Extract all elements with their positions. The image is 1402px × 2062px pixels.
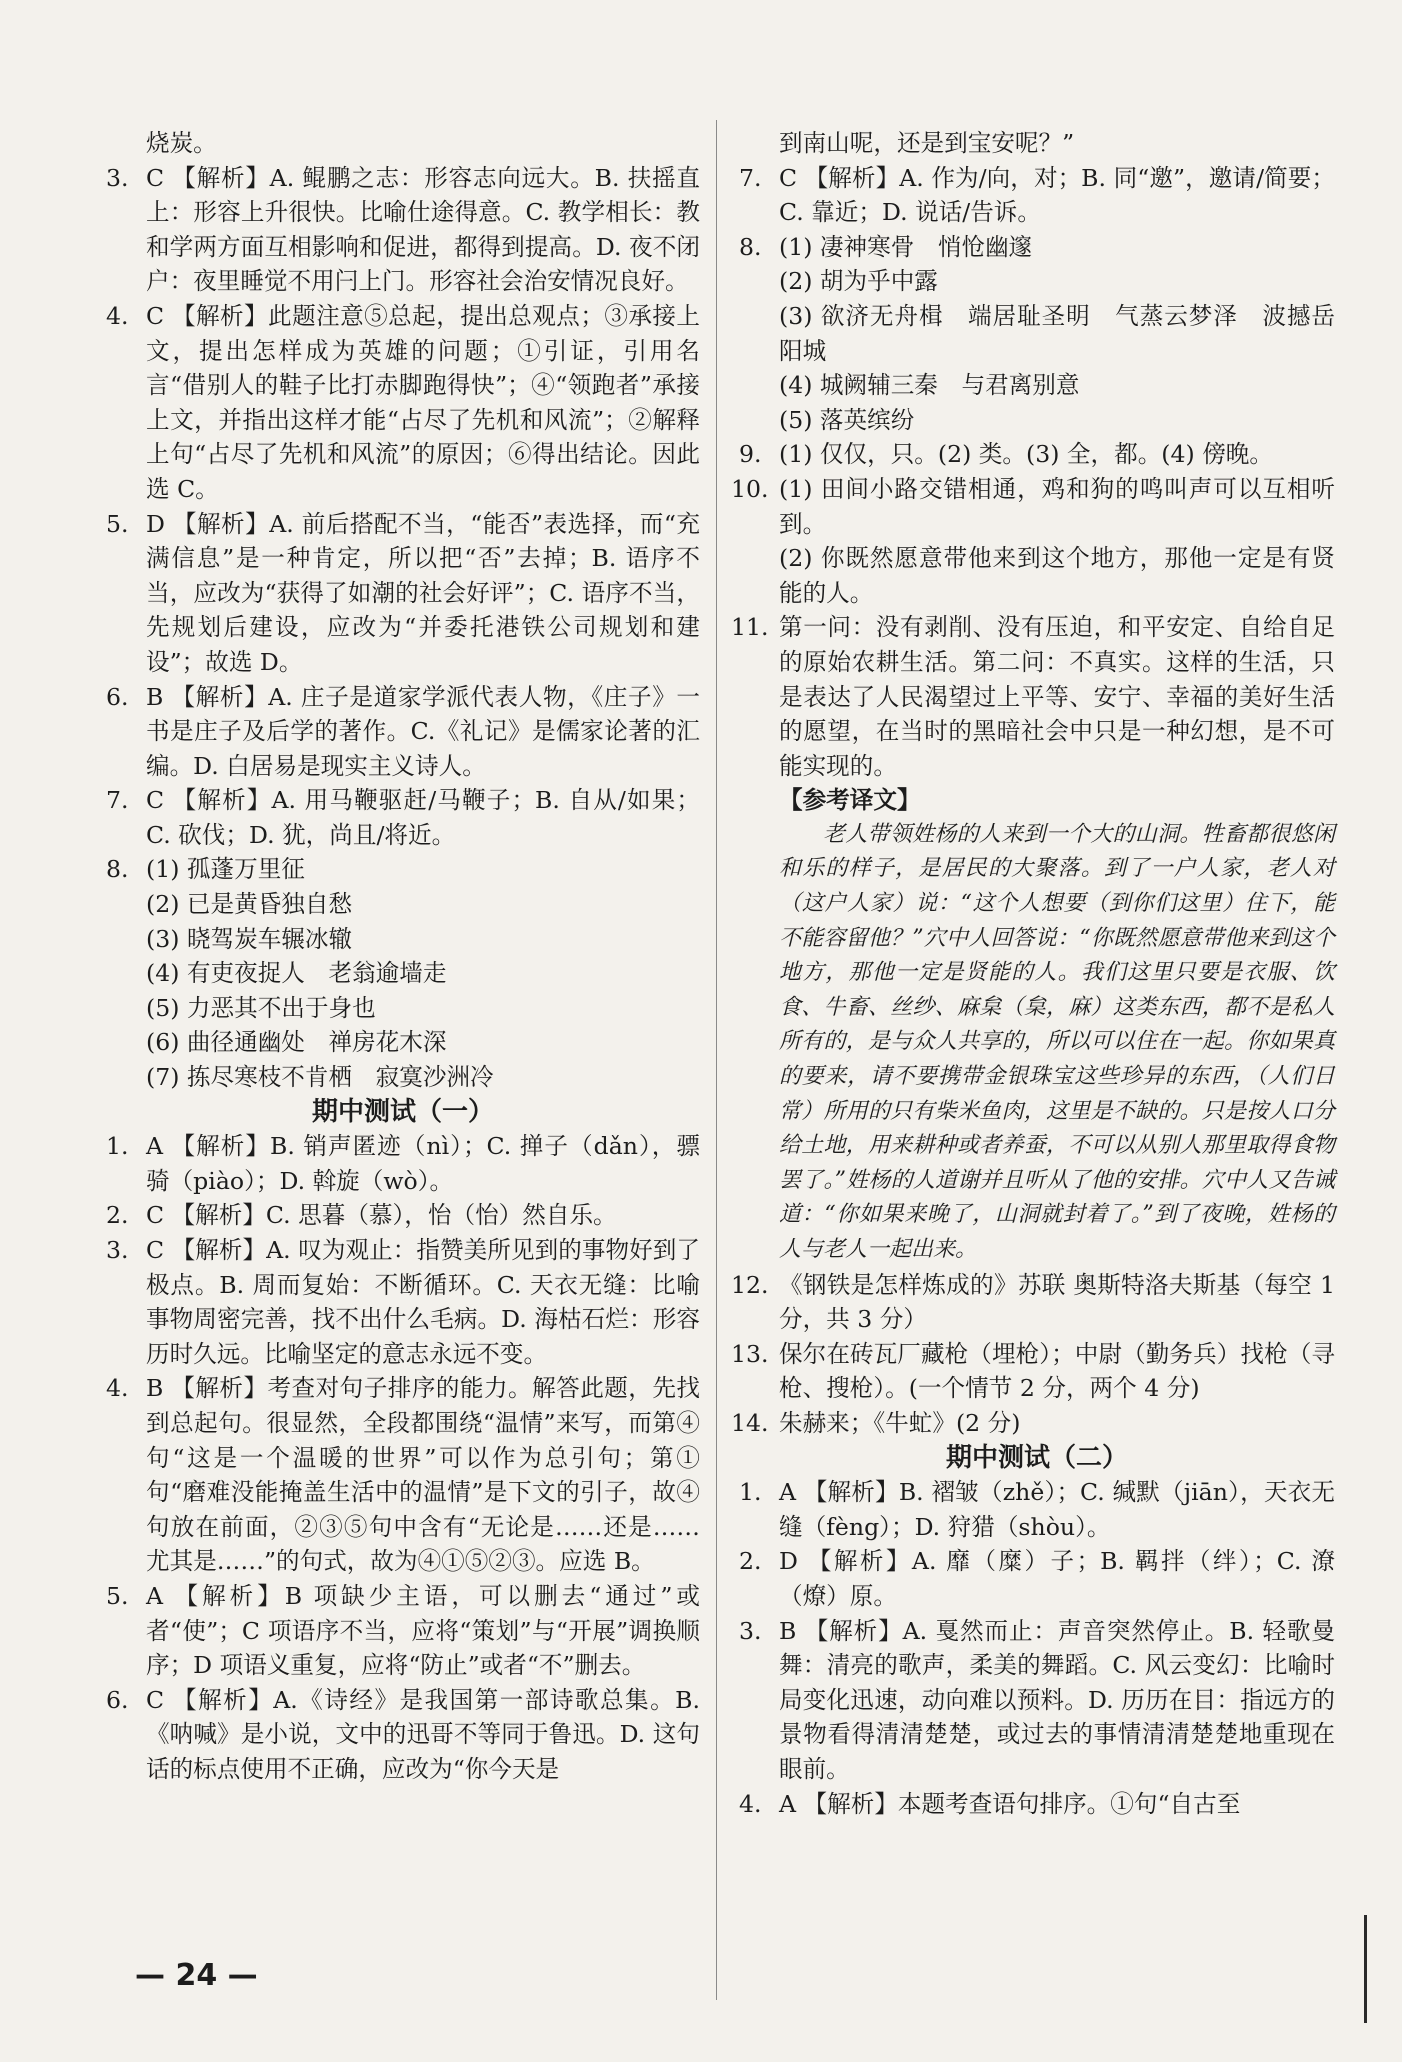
item-number: 8. (106, 855, 129, 884)
right-column (731, 126, 1335, 1821)
item-text: B 【解析】A. 庄子是道家学派代表人物，《庄子》一书是庄子及后学的著作。C.《礼记》是儒家论著的汇编。D. 白居易是现实主义诗人。 (146, 682, 700, 780)
item-text: 朱赫来；《牛虻》(2 分) (779, 1408, 1021, 1437)
item-text: B 【解析】A. 戛然而止：声音突然停止。B. 轻歌曼舞：清亮的歌声，柔美的舞蹈。C. 风云变幻：比喻时局变化迅速，动向难以预料。D. 历历在目：指远方的景物看得清清楚楚，或过去的事情清清楚楚地重现在眼前。 (779, 1616, 1335, 1783)
item-number: 13. (731, 1339, 769, 1368)
answer-line: (4) 城阙辅三秦 与君离别意 (779, 371, 1080, 400)
item-text: A 【解析】B 项缺少主语，可以删去“通过”或者“使”；C 项语序不当，应将“策划”与“开展”调换顺序；D 项语义重复，应将“防止”或者“不”删去。 (146, 1581, 700, 1680)
answer-line: (2) 你既然愿意带他来到这个地方，那他一定是有贤能的人。 (779, 544, 1335, 607)
answer-item (106, 1129, 700, 1198)
answer-line: (2) 已是黄昏独自愁 (146, 890, 353, 919)
item-number: 3. (739, 1616, 762, 1645)
item-number: 1. (106, 1132, 129, 1161)
item-number: 2. (106, 1201, 129, 1230)
answer-item (731, 1337, 1335, 1406)
item-number: 2. (739, 1547, 762, 1576)
answer-line: (6) 曲径通幽处 禅房花木深 (146, 1028, 447, 1057)
item-text: C 【解析】A.《诗经》是我国第一部诗歌总集。B.《呐喊》是小说，文中的迅哥不等同于鲁迅。D. 这句话的标点使用不正确，应改为“你今天是 (146, 1685, 700, 1783)
reference-translation-title: 【参考译文】 (779, 786, 921, 815)
item-number: 8. (739, 232, 762, 261)
answer-item (106, 1371, 700, 1579)
item-number: 4. (106, 301, 129, 330)
answer-line: (5) 力恶其不出于身也 (146, 993, 376, 1022)
continued-text: 烧炭。 (146, 129, 217, 157)
item-text: D 【解析】A. 靡（糜）子；B. 羁拌（绊）；C. 潦（燎）原。 (779, 1547, 1335, 1610)
item-number: 4. (739, 1789, 762, 1818)
section-title-midterm-1: 期中测试（一） (311, 1096, 494, 1127)
item-text: C 【解析】C. 思暮（慕），怡（怡）然自乐。 (146, 1201, 617, 1230)
item-text: (1) 仅仅，只。(2) 类。(3) 全，都。(4) 傍晚。 (779, 440, 1273, 469)
item-number: 1. (739, 1478, 762, 1507)
answer-line: (5) 落英缤纷 (779, 405, 915, 434)
answer-item (106, 680, 700, 784)
answer-item (106, 1579, 700, 1683)
item-number: 9. (739, 440, 762, 469)
answer-item (106, 783, 700, 852)
column-divider (716, 120, 717, 2000)
answer-item (106, 507, 700, 680)
answer-item (739, 1787, 1335, 1822)
item-text: C 【解析】A. 作为/向，对；B. 同“邀”，邀请/简要；C. 靠近；D. 说话/告诉。 (779, 163, 1335, 227)
item-text: B 【解析】考查对句子排序的能力。解答此题，先找到总起句。很显然，全段都围绕“温情”来写，而第④句“这是一个温暖的世界”可以作为总引句；第①句“磨难没能掩盖生活中的温情”是下文的引子，故④句放在前面，②③⑤句中含有“无论是……还是……尤其是……”的句式，故为④①⑤②③。应选 B。 (146, 1374, 700, 1576)
item-number: 10. (731, 474, 769, 503)
answer-line: (1) 孤蓬万里征 (146, 855, 305, 884)
answer-item (739, 1475, 1335, 1544)
answer-item (106, 1198, 700, 1233)
item-text: A 【解析】B. 褶皱（zhě）；C. 缄默（jiān），天衣无缝（fèng）；D. 狩猎（shòu）。 (779, 1478, 1335, 1541)
answer-line: (7) 拣尽寒枝不肯栖 寂寞沙洲冷 (146, 1063, 494, 1092)
answer-item-8 (739, 230, 1335, 438)
item-text: C 【解析】A. 鲲鹏之志：形容志向远大。B. 扶摇直上：形容上升很快。比喻仕途得意。C. 教学相长：教和学两方面互相影响和促进，都得到提高。D. 夜不闭户：夜里睡觉不用闩上门。形容社会治安情况良好。 (146, 163, 700, 296)
item-number: 5. (106, 1581, 129, 1610)
answer-item (106, 1683, 700, 1787)
answer-item (106, 1233, 700, 1371)
answer-line: (4) 有吏夜捉人 老翁逾墙走 (146, 959, 447, 988)
item-number: 5. (106, 509, 129, 538)
item-text: C 【解析】此题注意⑤总起，提出总观点；③承接上文，提出怎样成为英雄的问题；①引证，引用名言“借别人的鞋子比打赤脚跑得快”；④“领跑者”承接上文，并指出这样才能“占尽了先机和风流”；②解释上句“占尽了先机和风流”的原因；⑥得出结论。因此选 C。 (146, 301, 700, 503)
item-text: 保尔在砖瓦厂藏枪（埋枪）；中尉（勤务兵）找枪（寻枪、搜枪）。(一个情节 2 分，两个 4 分) (779, 1339, 1335, 1403)
item-number: 7. (106, 786, 129, 815)
answer-item-8 (106, 852, 700, 1094)
item-text: 第一问：没有剥削、没有压迫，和平安定、自给自足的原始农耕生活。第二问：不真实。这样的生活，只是表达了人民渴望过上平等、安宁、幸福的美好生活的愿望，在当时的黑暗社会中只是一种幻想，是不可能实现的。 (779, 613, 1335, 780)
item-number: 14. (731, 1408, 769, 1437)
answer-item (731, 1406, 1335, 1441)
item-number: 11. (731, 613, 769, 642)
item-number: 12. (731, 1270, 769, 1299)
item-number: 3. (106, 163, 129, 192)
item-text: C 【解析】A. 叹为观止：指赞美所见到的事物好到了极点。B. 周而复始：不断循环。C. 天衣无缝：比喻事物周密完善，找不出什么毛病。D. 海枯石烂：形容历时久远。比喻坚定的意志永远不变。 (146, 1236, 700, 1368)
answer-line: (1) 田间小路交错相通，鸡和狗的鸣叫声可以互相听到。 (779, 474, 1335, 538)
item-text: 《钢铁是怎样炼成的》苏联 奥斯特洛夫斯基（每空 1 分，共 3 分） (779, 1270, 1335, 1334)
item-text: A 【解析】本题考查语句排序。①句“自古至 (779, 1789, 1241, 1818)
answer-line: (3) 晓驾炭车辗冰辙 (146, 924, 353, 953)
answer-item-7 (739, 161, 1335, 230)
answer-line: (1) 凄神寒骨 悄怆幽邃 (779, 232, 1033, 261)
item-number: 7. (739, 163, 762, 192)
page-number: — 24 — (135, 1958, 258, 1993)
answer-line: (3) 欲济无舟楫 端居耻圣明 气蒸云梦泽 波撼岳阳城 (779, 301, 1335, 365)
page-edge-mark (1364, 1915, 1367, 2023)
item-number: 3. (106, 1236, 129, 1264)
answer-item (731, 1268, 1335, 1337)
continued-text: 到南山呢，还是到宝安呢？” (779, 129, 1075, 157)
answer-item-9 (739, 437, 1335, 472)
answer-line: (2) 胡为乎中露 (779, 267, 938, 296)
answer-item-11 (731, 610, 1335, 783)
answer-item (106, 161, 700, 299)
answer-item (739, 1614, 1335, 1787)
answer-item (106, 299, 700, 507)
item-text: C 【解析】A. 用马鞭驱赶/马鞭子；B. 自从/如果；C. 砍伐；D. 犹，尚且/将近。 (146, 786, 700, 849)
left-column (106, 126, 700, 1787)
item-text: A 【解析】B. 销声匿迹（nì）；C. 掸子（dǎn），骠骑（piào）；D. 斡旋（wò）。 (146, 1132, 700, 1195)
item-number: 4. (106, 1374, 129, 1403)
answer-item (739, 1544, 1335, 1613)
item-number: 6. (106, 682, 129, 711)
reference-translation-text: 老人带领姓杨的人来到一个大的山洞。牲畜都很悠闲和乐的样子，是居民的大聚落。到了一户人家，老人对（这户人家）说：“这个人想要（到你们这里）住下，能不能容留他？”穴中人回答说：“你既然愿意带他来到这个地方，那他一定是贤能的人。我们这里只要是衣服、饮食、牛畜、丝纱、麻枲（枲，麻）这类东西，都不是私人所有的，是与众人共享的，所以可以住在一起。你如果真的要来，请不要携带金银珠宝这些珍异的东西，（人们日常）所用的只有柴米鱼肉，这里是不缺的。只是按人口分给土地，用来耕种或者养蚕，不可以从别人那里取得食物罢了。”姓杨的人道谢并且听从了他的安排。穴中人又告诫道：“你如果来晚了，山洞就封着了。”到了夜晚，姓杨的人与老人一起出来。 (779, 821, 1335, 1262)
item-text: D 【解析】A. 前后搭配不当，“能否”表选择，而“充满信息”是一种肯定，所以把“否”去掉；B. 语序不当，应改为“获得了如潮的社会好评”；C. 语序不当，先规划后建设，应改为“并委托港铁公司规划和建设”；故选 D。 (146, 509, 700, 676)
answer-item-10 (731, 472, 1335, 610)
item-number: 6. (106, 1685, 129, 1714)
section-title-midterm-2: 期中测试（二） (945, 1442, 1128, 1473)
